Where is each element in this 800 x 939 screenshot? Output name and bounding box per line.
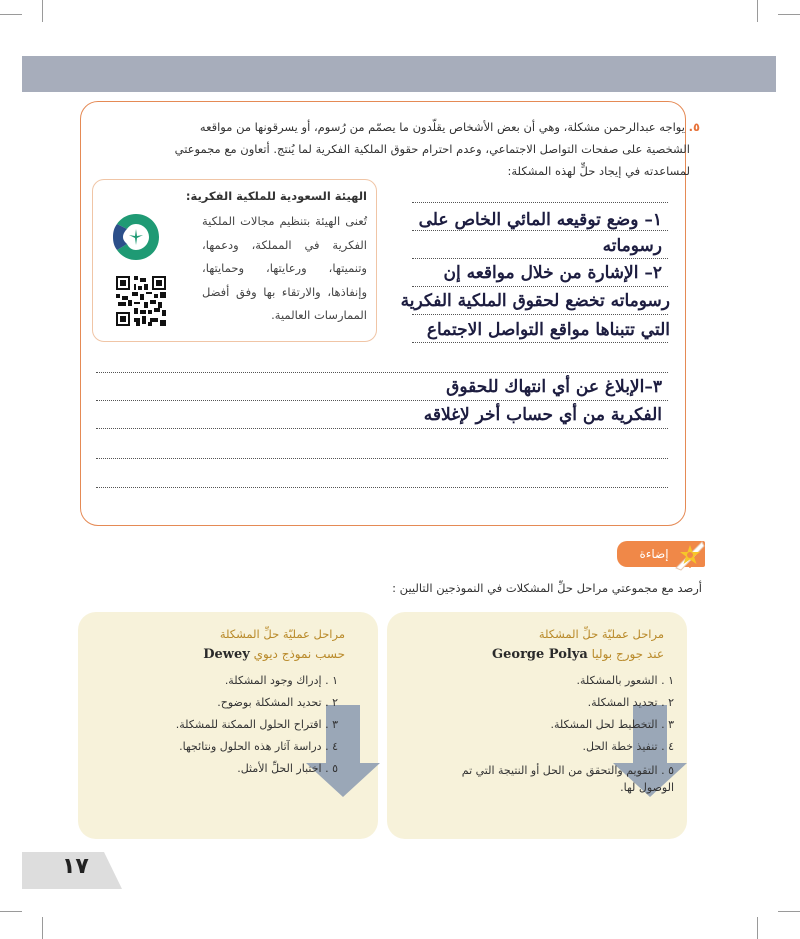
authority-body: تُعنى الهيئة بتنظيم مجالات الملكية الفكرية في المملكة، ودعمها، وتنميتها، ورعايتها، وحمايتها، وإنفاذها، والارتقاء بها وفق أفضل الممارسات العالمية. [202,214,367,322]
crop-mark [42,0,43,22]
highlight-intro: أرصد مع مجموعتي مراحل حلِّ المشكلات في النموذجين التاليين : [392,581,702,595]
answer-line [96,487,668,488]
highlight-label: إضاءة [639,547,669,561]
answer-line [412,314,668,315]
task-line-1: ٥. يواجه عبدالرحمن مشكلة، وهي أن بعض الأشخاص يقلّدون ما يصمّم من رُسوم، أو يسرقونها من مواقعه [199,120,700,134]
answer-line [412,286,668,287]
dewey-steps [98,670,338,780]
list-item: ١ . الشعور بالمشكلة. [576,674,674,687]
list-item: ٣ . اقتراح الحلول الممكنة للمشكلة. [175,718,338,731]
task-number: ٥. [688,120,700,134]
crop-mark [42,917,43,939]
answer-text: ٣–الإبلاغ عن أي انتهاك للحقوق [446,377,662,397]
list-item: ٤ . تنفيذ خطة الحل. [582,740,674,753]
answer-line [96,428,668,429]
list-item: ٥ . التقويم والتحقق من الحل أو النتيجة التي تم [461,764,674,777]
polya-steps [414,670,674,796]
list-item: ٢ . تحديد المشكلة. [587,696,674,709]
authority-title: الهيئة السعودية للملكية الفكرية: [185,189,367,203]
task-question [80,116,700,182]
answer-line [412,342,668,343]
qr-code-icon [116,276,166,326]
answer-text: ٢– الإشارة من خلال مواقعه إن [443,263,662,283]
header-band [22,56,776,92]
list-item: ١ . إدراك وجود المشكلة. [224,674,338,687]
task-line-3: لمساعدته في إيجاد حلٍّ لهذه المشكلة: [507,164,690,178]
list-item: الوصول لها. [620,781,674,794]
list-item: ٥ . اختبار الحلِّ الأمثل. [237,762,338,775]
answer-line [412,258,668,259]
crop-mark [0,14,22,15]
list-item: ٤ . دراسة آثار هذه الحلول ونتائجها. [179,740,338,753]
list-item: ٢ . تحديد المشكلة بوضوح. [217,696,338,709]
crop-mark [0,911,22,912]
crop-mark [757,0,758,22]
sparkle-icon [672,538,706,572]
crop-mark [778,14,800,15]
answer-text: رسوماته تخضع لحقوق الملكية الفكرية [400,291,670,311]
polya-subtitle: عند جورج بوليا George Polya [492,647,664,662]
answer-line [96,372,668,373]
answer-text: ١– وضع توقيعه المائي الخاص على [418,210,662,230]
crop-mark [757,917,758,939]
task-line-2: الشخصية على صفحات التواصل الاجتماعي، وعدم احترام حقوق الملكية الفكرية لما يُنتج. أتعاون مع مجموعتي [174,142,690,156]
list-item: ٣ . التخطيط لحل المشكلة. [550,718,674,731]
polya-name: George Polya [492,647,588,662]
answer-line [96,458,668,459]
answer-text: التي تتبناها مواقع التواصل الاجتماع [426,320,670,340]
saip-logo-icon [110,211,162,263]
answer-line [412,230,668,231]
dewey-subtitle: حسب نموذج ديوي Dewey [203,647,345,662]
dewey-title: مراحل عمليّة حلِّ المشكلة [219,627,345,641]
page-number: ١٧ [62,854,89,879]
polya-title: مراحل عمليّة حلِّ المشكلة [538,627,664,641]
answer-line [412,202,668,203]
answer-text: الفكرية من أي حساب أخر لإغلاقه [423,405,662,425]
answer-text: رسوماته [602,236,662,256]
crop-mark [778,911,800,912]
dewey-name: Dewey [203,647,250,662]
answer-line [96,400,668,401]
